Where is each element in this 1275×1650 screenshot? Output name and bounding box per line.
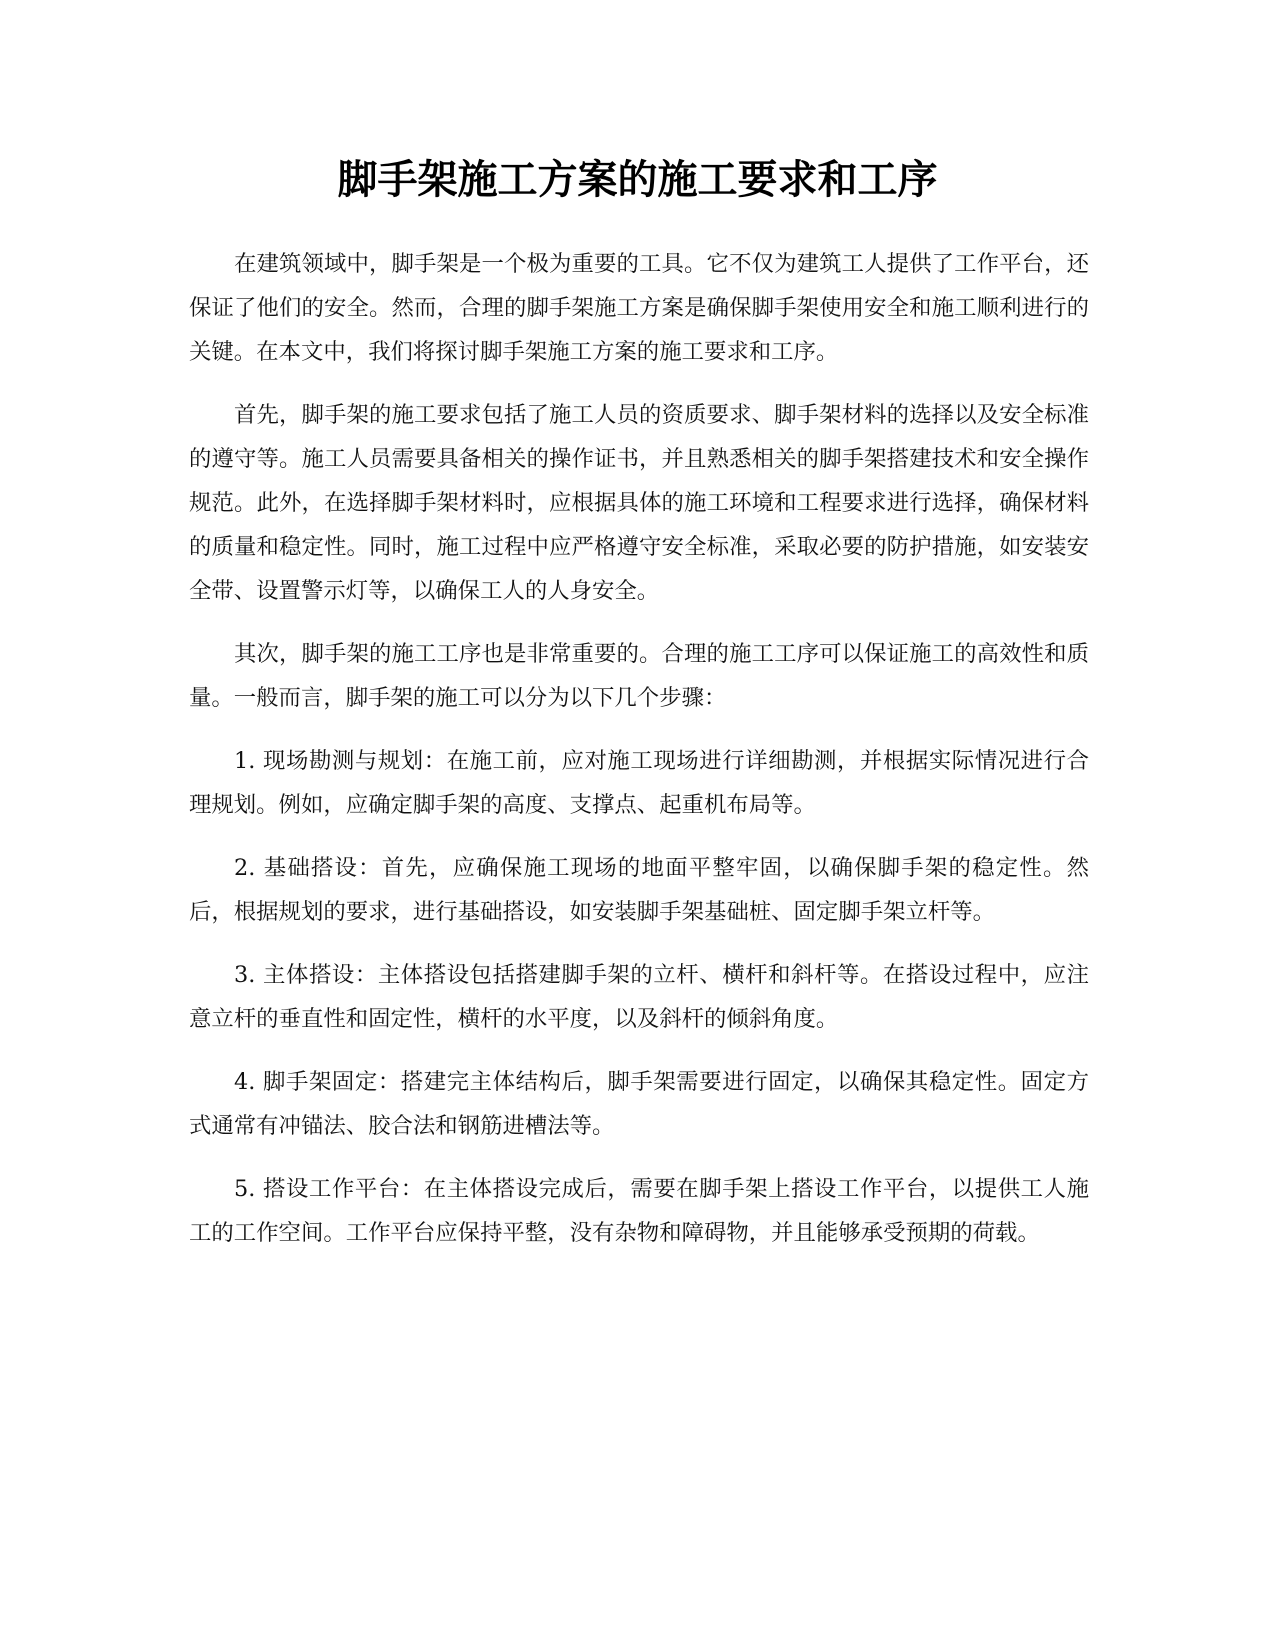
paragraph-procedure-intro: 其次，脚手架的施工工序也是非常重要的。合理的施工工序可以保证施工的高效性和质量。一般而言，脚手架的施工可以分为以下几个步骤：	[189, 641, 1089, 711]
paragraph-step-1: 1. 现场勘测与规划：在施工前，应对施工现场进行详细勘测，并根据实际情况进行合理规划。例如，应确定脚手架的高度、支撑点、起重机布局等。	[189, 748, 1089, 818]
paragraph-requirements: 首先，脚手架的施工要求包括了施工人员的资质要求、脚手架材料的选择以及安全标准的遵守等。施工人员需要具备相关的操作证书，并且熟悉相关的脚手架搭建技术和安全操作规范。此外，在选择脚手架材料时，应根据具体的施工环境和工程要求进行选择，确保材料的质量和稳定性。同时，施工过程中应严格遵守安全标准，采取必要的防护措施，如安装安全带、设置警示灯等，以确保工人的人身安全。	[189, 402, 1089, 604]
paragraph-intro: 在建筑领域中，脚手架是一个极为重要的工具。它不仅为建筑工人提供了工作平台，还保证了他们的安全。然而，合理的脚手架施工方案是确保脚手架使用安全和施工顺利进行的关键。在本文中，我们将探讨脚手架施工方案的施工要求和工序。	[189, 251, 1089, 365]
document-title: 脚手架施工方案的施工要求和工序	[337, 157, 938, 203]
paragraph-step-2: 2. 基础搭设：首先，应确保施工现场的地面平整牢固，以确保脚手架的稳定性。然后，根据规划的要求，进行基础搭设，如安装脚手架基础桩、固定脚手架立杆等。	[189, 855, 1089, 925]
paragraph-step-3: 3. 主体搭设：主体搭设包括搭建脚手架的立杆、横杆和斜杆等。在搭设过程中，应注意立杆的垂直性和固定性，横杆的水平度，以及斜杆的倾斜角度。	[189, 962, 1089, 1032]
paragraph-step-5: 5. 搭设工作平台：在主体搭设完成后，需要在脚手架上搭设工作平台，以提供工人施工的工作空间。工作平台应保持平整，没有杂物和障碍物，并且能够承受预期的荷载。	[189, 1176, 1089, 1246]
paragraph-step-4: 4. 脚手架固定：搭建完主体结构后，脚手架需要进行固定，以确保其稳定性。固定方式通常有冲锚法、胶合法和钢筋进槽法等。	[189, 1069, 1089, 1139]
document-body	[189, 242, 1089, 1274]
